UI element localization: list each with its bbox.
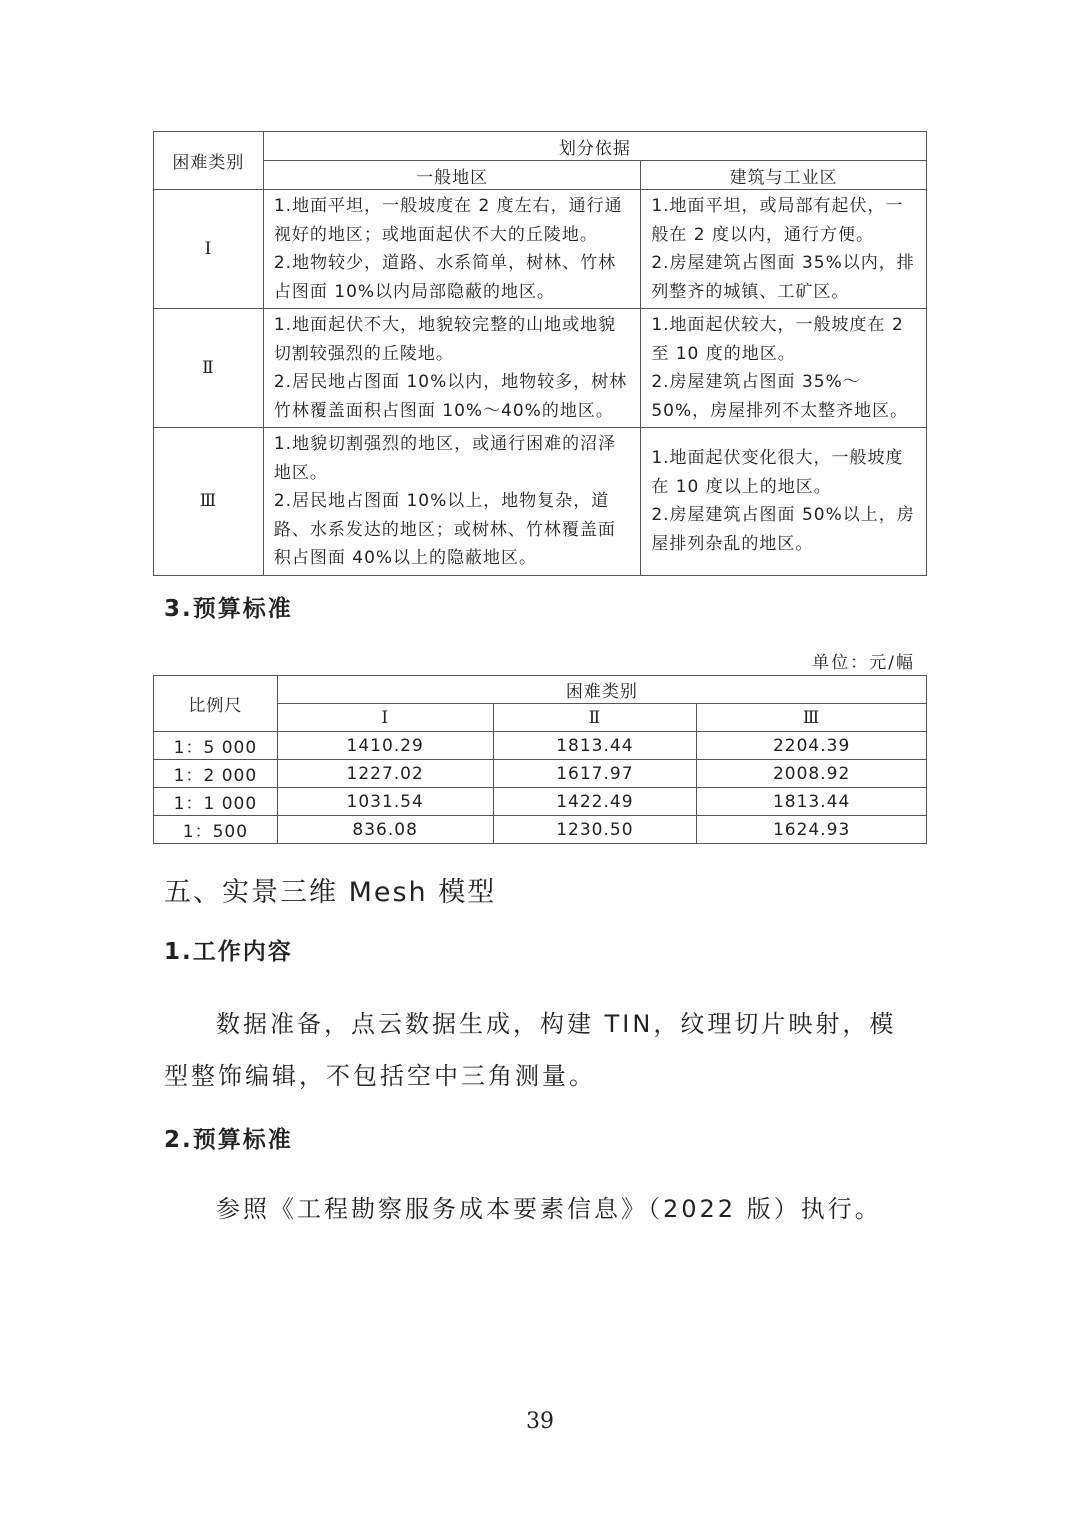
header-category: 困难类别 xyxy=(277,676,926,704)
budget-standard-text: 参照《工程勘察服务成本要素信息》（2022 版）执行。 xyxy=(216,1195,882,1223)
section-heading: 五、实景三维 Mesh 模型 xyxy=(164,877,497,908)
general-item: 2.地物较少，道路、水系简单，树林、竹林占图面 10%以内局部隐蔽的地区。 xyxy=(273,253,617,302)
general-item: 1.地面起伏不大，地貌较完整的山地或地貌切割较强烈的丘陵地。 xyxy=(273,315,617,364)
row-category: Ⅰ xyxy=(154,190,264,309)
value-cell: 1227.02 xyxy=(277,760,493,788)
building-item: 1.地面起伏较大，一般坡度在 2 至 10 度的地区。 xyxy=(651,315,904,364)
budget-table xyxy=(153,675,927,844)
scale-cell: 1：5 000 xyxy=(154,732,278,760)
table-row xyxy=(154,760,927,788)
value-cell: 1031.54 xyxy=(277,788,493,816)
table-row xyxy=(154,309,927,428)
header-basis: 划分依据 xyxy=(263,132,926,161)
general-item: 2.居民地占图面 10%以上，地物复杂，道路、水系发达的地区；或树林、竹林覆盖面积占图面 40%以上的隐蔽地区。 xyxy=(273,491,616,568)
general-cell xyxy=(263,309,640,428)
header-building-area: 建筑与工业区 xyxy=(641,161,927,190)
general-cell xyxy=(263,428,640,576)
budget-heading: 3.预算标准 xyxy=(164,596,293,622)
building-item: 1.地面平坦，或局部有起伏，一般在 2 度以内，通行方便。 xyxy=(651,196,904,245)
page-number: 39 xyxy=(526,1409,554,1434)
general-item: 2.居民地占图面 10%以内，地物较多，树林竹林覆盖面积占图面 10%～40%的地区。 xyxy=(273,372,628,421)
difficulty-classification-table xyxy=(153,131,927,576)
building-item: 1.地面起伏变化很大，一般坡度在 10 度以上的地区。 xyxy=(651,448,904,497)
value-cell: 2204.39 xyxy=(697,732,927,760)
row-category: Ⅱ xyxy=(154,309,264,428)
value-cell: 836.08 xyxy=(277,816,493,844)
table-row xyxy=(154,732,927,760)
value-cell: 2008.92 xyxy=(697,760,927,788)
general-item: 1.地貌切割强烈的地区，或通行困难的沼泽地区。 xyxy=(273,434,617,483)
scale-cell: 1：500 xyxy=(154,816,278,844)
value-cell: 1813.44 xyxy=(493,732,697,760)
building-item: 2.房屋建筑占图面 50%以上，房屋排列杂乱的地区。 xyxy=(651,505,915,554)
unit-label: 单位：元/幅 xyxy=(812,653,915,673)
value-cell: 1422.49 xyxy=(493,788,697,816)
building-cell xyxy=(641,309,927,428)
scale-cell: 1：1 000 xyxy=(154,788,278,816)
value-cell: 1230.50 xyxy=(493,816,697,844)
header-cat-3: Ⅲ xyxy=(697,704,927,732)
table-row xyxy=(154,816,927,844)
value-cell: 1624.93 xyxy=(697,816,927,844)
work-content-text: 数据准备，点云数据生成，构建 TIN，纹理切片映射，模型整饰编辑，不包括空中三角测量。 xyxy=(164,1010,897,1090)
header-category: 困难类别 xyxy=(154,132,264,190)
row-category: Ⅲ xyxy=(154,428,264,576)
value-cell: 1410.29 xyxy=(277,732,493,760)
table-row xyxy=(154,788,927,816)
building-cell xyxy=(641,190,927,309)
table-row xyxy=(154,190,927,309)
value-cell: 1813.44 xyxy=(697,788,927,816)
building-cell xyxy=(641,428,927,576)
table-row xyxy=(154,428,927,576)
work-content-heading: 1.工作内容 xyxy=(164,939,293,965)
header-cat-1: Ⅰ xyxy=(277,704,493,732)
budget-standard-heading: 2.预算标准 xyxy=(164,1127,293,1153)
header-general-area: 一般地区 xyxy=(263,161,640,190)
general-cell xyxy=(263,190,640,309)
header-cat-2: Ⅱ xyxy=(493,704,697,732)
header-scale: 比例尺 xyxy=(154,676,278,732)
general-item: 1.地面平坦，一般坡度在 2 度左右，通行通视好的地区；或地面起伏不大的丘陵地。 xyxy=(273,196,623,245)
building-item: 2.房屋建筑占图面 35%～50%，房屋排列不太整齐地区。 xyxy=(651,372,909,421)
scale-cell: 1：2 000 xyxy=(154,760,278,788)
value-cell: 1617.97 xyxy=(493,760,697,788)
building-item: 2.房屋建筑占图面 35%以内，排列整齐的城镇、工矿区。 xyxy=(651,253,915,302)
